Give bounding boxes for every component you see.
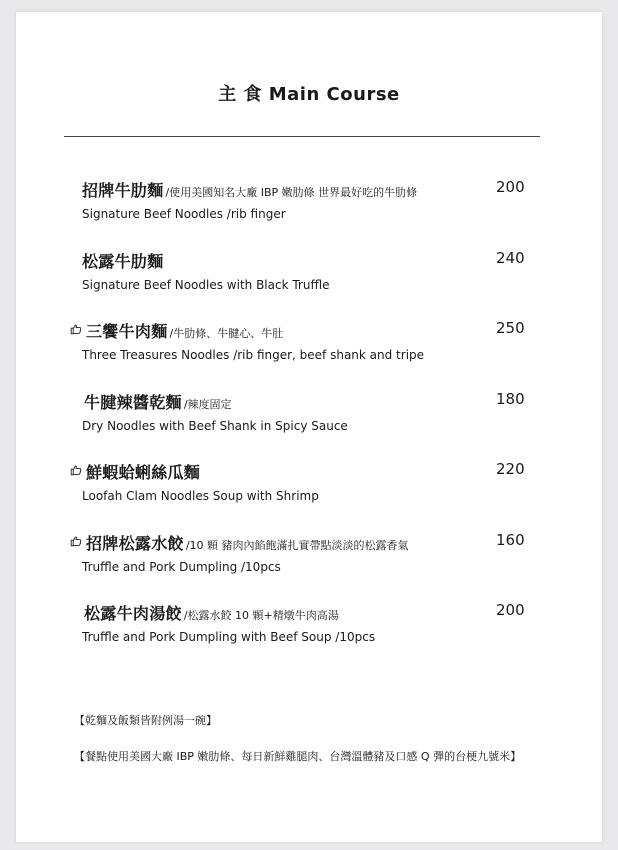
footnote-ingredients: 【餐點使用美國大廠 IBP 嫩肋條、每日新鮮雞腿肉、台灣溫體豬及口感 Q 彈的台梗九號米】	[74, 750, 522, 763]
menu-item-5	[0, 531, 618, 591]
menu-item-price: 220	[496, 460, 525, 478]
footnote-soup: 【乾麵及飯類皆附例湯一碗】	[74, 714, 217, 727]
menu-item-3	[0, 390, 618, 450]
thumbs-up-hand-icon	[70, 464, 82, 476]
menu-item-english-name: Truffle and Pork Dumpling with Beef Soup /10pcs	[82, 630, 376, 644]
menu-item-name: 松露牛肉湯餃	[84, 604, 182, 623]
thumbs-up-hand-icon	[70, 535, 82, 547]
menu-item-6	[0, 601, 618, 661]
menu-item-price: 200	[496, 178, 525, 196]
menu-item-0	[0, 178, 618, 238]
menu-item-price: 180	[496, 390, 525, 408]
menu-item-english-name: Dry Noodles with Beef Shank in Spicy Sauce	[82, 419, 348, 433]
menu-item-description: /牛肋條、牛腱心、牛肚	[169, 327, 284, 340]
menu-item-price: 200	[496, 601, 525, 619]
menu-item-name: 招牌牛肋麵	[82, 181, 164, 200]
menu-item-name: 招牌松露水餃	[86, 534, 184, 553]
menu-item-1	[0, 249, 618, 309]
menu-item-english-name: Truffle and Pork Dumpling /10pcs	[82, 560, 281, 574]
menu-item-name: 牛腱辣醬乾麵	[84, 393, 182, 412]
menu-item-name: 松露牛肋麵	[82, 252, 164, 271]
menu-item-english-name: Three Treasures Noodles /rib finger, beef shank and tripe	[82, 348, 425, 362]
menu-item-description: /使用美國知名大廠 IBP 嫩肋條 世界最好吃的牛肋條	[165, 186, 418, 199]
menu-item-price: 240	[496, 249, 525, 267]
menu-item-description: /松露水餃 10 顆+精燉牛肉高湯	[183, 609, 339, 622]
menu-item-description: /10 顆 豬肉內餡飽滿扎實帶點淡淡的松露香氣	[185, 539, 409, 552]
menu-item-price: 160	[496, 531, 525, 549]
thumbs-up-hand-icon	[70, 323, 82, 335]
page-title: 主 食 Main Course	[218, 84, 400, 105]
menu-item-english-name: Signature Beef Noodles /rib finger	[82, 207, 286, 221]
title-divider	[64, 136, 540, 137]
menu-item-2	[0, 319, 618, 379]
menu-item-price: 250	[496, 319, 525, 337]
menu-item-english-name: Loofah Clam Noodles Soup with Shrimp	[82, 489, 319, 503]
menu-item-name: 三饗牛肉麵	[86, 322, 168, 341]
menu-item-description: /辣度固定	[183, 398, 232, 411]
menu-item-name: 鮮蝦蛤蜊絲瓜麵	[86, 463, 201, 482]
menu-item-4	[0, 460, 618, 520]
menu-item-english-name: Signature Beef Noodles with Black Truffle	[82, 278, 330, 292]
